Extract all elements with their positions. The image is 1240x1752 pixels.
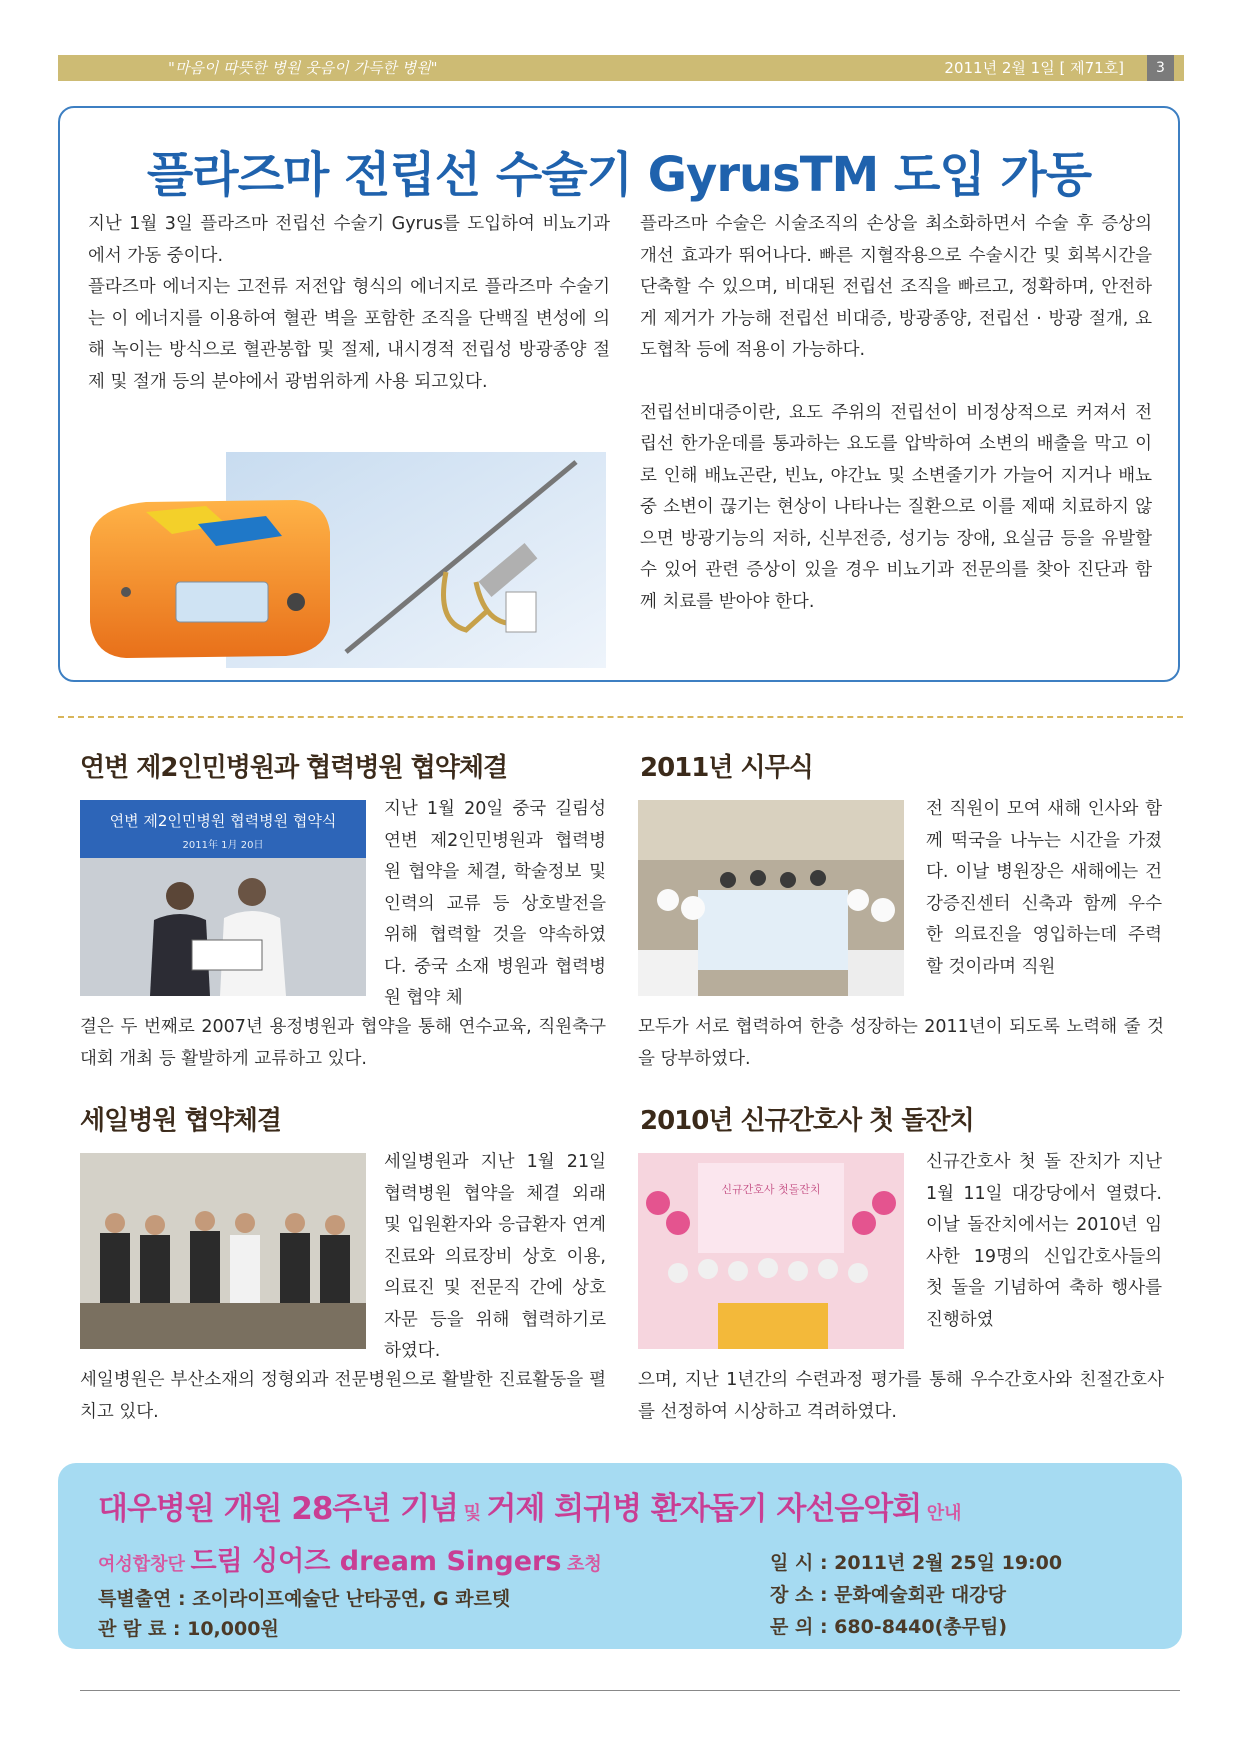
choir-suffix: 초청: [566, 1554, 602, 1575]
photo-banner-text: 연변 제2인민병원 협력병원 협약식: [109, 812, 337, 830]
choir-prefix: 여성합창단: [98, 1554, 185, 1575]
yanbian-side-text: 지난 1월 20일 중국 길림성 연변 제2인민병원과 협력병원 협약을 체결, 학술정보 및 인력의 교류 등 상호발전을 위해 협력할 것을 약속하였다. 중국 소재 병원과 협력병원 협약 체: [384, 799, 606, 1008]
concert-fee: 관 람 료 : 10,000원: [98, 1618, 279, 1640]
photo-banner-text: 신규간호사 첫돌잔치: [721, 1183, 821, 1196]
nurse-party-photo: [638, 1153, 904, 1349]
concert-special-guest: 특별출연 : 조이라이프예술단 난타공연, G 콰르텟: [98, 1588, 511, 1610]
concert-choir: [98, 1539, 602, 1578]
concert-datetime: 일 시 : 2011년 2월 25일 19:00: [770, 1552, 1063, 1574]
nurse-side-text: 신규간호사 첫 돌 잔치가 지난 1월 11일 대강당에서 열렸다. 이날 돌잔치에서는 2010년 임사한 19명의 신입간호사들의 첫 돌을 기념하여 축하 행사를 진행하였: [926, 1152, 1162, 1330]
gyrus-device-photo: [86, 452, 606, 668]
feature-paragraph: 플라즈마 수술은 시술조직의 손상을 최소화하면서 수술 후 증상의 개선 효과가 뛰어나다. 빠른 지혈작용으로 수술시간 및 회복시간을 단축할 수 있으며, 비대된 전립선 조직을 빠르고, 정확하며, 안전하게 제거가 가능해 전립선 비대증, 방광종양, 전립선 · 방광 절개, 요도협착 등에 적용이 가능하다.: [640, 214, 1152, 360]
header-slogan: "마음이 따뜻한 병원 웃음이 가득한 병원": [168, 59, 438, 77]
feature-right-column: [640, 209, 1152, 618]
sinian-side-text: 전 직원이 모여 새해 인사와 함께 떡국을 나누는 시간을 가졌다. 이날 병원장은 새해에는 건강증진센터 신축과 함께 우수한 의료진을 영입하는데 주력 할 것이라며 직원: [926, 799, 1162, 977]
yanbian-title: 연변 제2인민병원과 협력병원 협약체결: [80, 753, 508, 783]
sinian-title: 2011년 시무식: [640, 753, 813, 783]
concert-headline-1: 대우병원 개원 28주년 기념: [98, 1491, 458, 1527]
feature-paragraph: 지난 1월 3일 플라즈마 전립선 수술기 Gyrus를 도입하여 비뇨기과에서 가동 중이다.: [88, 214, 610, 266]
concert-contact: 문 의 : 680-8440(총무팀): [770, 1616, 1008, 1638]
seil-signing-photo: [80, 1153, 366, 1349]
sinian-full-text: 모두가 서로 협력하여 한층 성장하는 2011년이 되도록 노력해 줄 것을 당부하였다.: [638, 1017, 1164, 1069]
feature-paragraph: 플라즈마 에너지는 고전류 저전압 형식의 에너지로 플라즈마 수술기는 이 에너지를 이용하여 혈관 벽을 포함한 조직을 단백질 변성에 의해 녹이는 방식으로 혈관봉합 및 절제, 내시경적 전립성 방광종양 절제 및 절개 등의 분야에서 광범위하게 사용 되고있다.: [88, 277, 610, 392]
seil-title: 세일병원 협약체결: [80, 1106, 281, 1136]
sinian-ceremony-photo: [638, 800, 904, 996]
seil-side-text: 세일병원과 지난 1월 21일 협력병원 협약을 체결 외래 및 입원환자와 응급환자 연계진료와 의료장비 상호 이용, 의료진 및 전문직 간에 상호 자문 등을 위해 협력하기로 하였다.: [384, 1152, 606, 1361]
concert-notice: [58, 1463, 1182, 1649]
header-bar: [58, 55, 1184, 81]
concert-place: 장 소 : 문화예술회관 대강당: [770, 1584, 1006, 1606]
choir-name: 드림 싱어즈 dream Singers: [190, 1546, 562, 1577]
concert-headline-2: 거제 희귀병 환자돕기 자선음악회: [486, 1491, 922, 1527]
feature-title: 플라즈마 전립선 수술기 GyrusTM 도입 가동: [146, 147, 1092, 203]
nurse-title: 2010년 신규간호사 첫 돌잔치: [640, 1106, 974, 1136]
yanbian-full-text: 결은 두 번째로 2007년 용정병원과 협약을 통해 연수교육, 직원축구대회 개최 등 활발하게 교류하고 있다.: [80, 1017, 606, 1069]
feature-paragraph: 전립선비대증이란, 요도 주위의 전립선이 비정상적으로 커져서 전립선 한가운데를 통과하는 요도를 압박하여 소변의 배출을 막고 이로 인해 배뇨곤란, 빈뇨, 야간뇨 및 소변줄기가 가늘어 지거나 배뇨 중 소변이 끊기는 현상이 나타나는 질환으로 이를 제때 치료하지 않으면 방광기능의 저하, 신부전증, 성기능 장애, 요실금 등을 유발할 수 있어 관련 증상이 있을 경우 비뇨기과 전문의를 찾아 진단과 함께 치료를 받아야 한다.: [640, 402, 1152, 612]
footer-rule: [80, 1690, 1180, 1691]
concert-headline-and: 및: [463, 1503, 481, 1524]
nurse-full-text: 으며, 지난 1년간의 수련과정 평가를 통해 우수간호사와 친절간호사를 선정하여 시상하고 격려하였다.: [638, 1370, 1164, 1422]
section-divider: [58, 716, 1183, 718]
seil-full-text: 세일병원은 부산소재의 정형외과 전문병원으로 활발한 진료활동을 펼치고 있다.: [80, 1370, 606, 1422]
photo-banner-date: 2011年 1月 20日: [182, 840, 264, 851]
yanbian-signing-photo: [80, 800, 366, 996]
issue-date: 2011년 2월 1일 [ 제71호]: [944, 59, 1124, 77]
feature-left-column: [88, 209, 610, 398]
feature-article: [58, 106, 1180, 682]
page-number: 3: [1147, 55, 1174, 81]
concert-headline-notice: 안내: [926, 1503, 962, 1524]
concert-headline: [98, 1483, 962, 1528]
